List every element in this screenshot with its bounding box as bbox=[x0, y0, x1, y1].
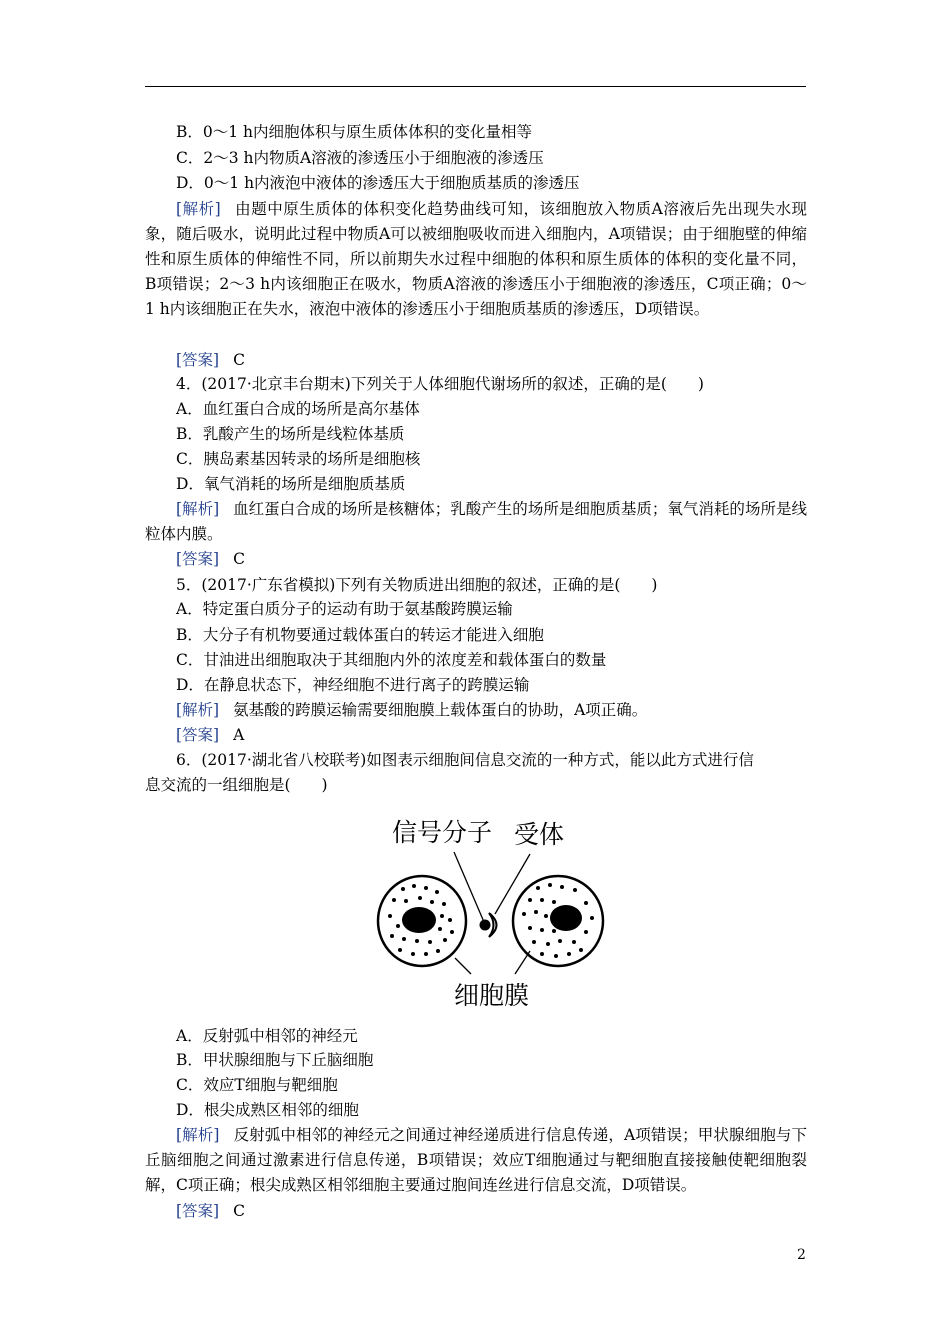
answer-value: C bbox=[233, 351, 245, 369]
q3-option-b: B．0～1 h内细胞体积与原生质体体积的变化量相等 bbox=[176, 123, 533, 141]
answer-tag: [答案] bbox=[176, 726, 220, 744]
analysis-tag: [解析] bbox=[176, 200, 221, 218]
q4-option-c: C．胰岛素基因转录的场所是细胞核 bbox=[176, 450, 421, 468]
q3-option-d: D．0～1 h内液泡中液体的渗透压大于细胞质基质的渗透压 bbox=[176, 174, 580, 192]
analysis-text: 血红蛋白合成的场所是核糖体；乳酸产生的场所是细胞质基质；氧气消耗的场所是线粒体内膜。 bbox=[145, 500, 807, 543]
analysis-text: 由题中原生质体的体积变化趋势曲线可知，该细胞放入物质A溶液后先出现失水现象，随后吸水，说明此过程中物质A可以被细胞吸收而进入细胞内，A项错误；由于细胞壁的伸缩性和原生质体的伸缩性不同，所以前期失水过程中细胞的体积和原生质体的体积的变化量不同，B项错误；2～3 h内该细胞正在吸水，物质A溶液的渗透压小于细胞液的渗透压，C项正确；0～1 h内该细胞正在失水，液泡中液体的渗透压小于细胞质基质的渗透压，D项错误。 bbox=[145, 200, 807, 318]
header-rule bbox=[145, 86, 806, 87]
right-cell-nucleus bbox=[550, 905, 582, 931]
signal-molecule bbox=[480, 920, 491, 931]
q3-answer bbox=[176, 350, 245, 370]
figure-label-signal: 信号分子 bbox=[392, 818, 493, 847]
figure-label-membrane: 细胞膜 bbox=[454, 981, 530, 1010]
q5-option-a: A．特定蛋白质分子的运动有助于氨基酸跨膜运输 bbox=[176, 600, 513, 618]
analysis-tag: [解析] bbox=[176, 1126, 220, 1144]
q3-analysis bbox=[145, 197, 807, 322]
answer-tag: [答案] bbox=[176, 550, 220, 568]
figure-label-receptor: 受体 bbox=[514, 820, 565, 849]
analysis-tag: [解析] bbox=[176, 701, 220, 719]
q6-stem-line1: 6．(2017·湖北省八校联考)如图表示细胞间信息交流的一种方式，能以此方式进行信 bbox=[176, 751, 754, 769]
q6-option-d: D．根尖成熟区相邻的细胞 bbox=[176, 1101, 359, 1119]
membrane-pointer-left bbox=[455, 958, 471, 974]
answer-tag: [答案] bbox=[176, 351, 220, 369]
q5-option-d: D．在静息状态下，神经细胞不进行离子的跨膜运输 bbox=[176, 676, 530, 694]
q4-answer bbox=[176, 549, 245, 569]
answer-value: A bbox=[233, 726, 245, 744]
q4-option-a: A．血红蛋白合成的场所是高尔基体 bbox=[176, 400, 420, 418]
q4-option-d: D．氧气消耗的场所是细胞质基质 bbox=[176, 475, 406, 493]
q5-answer bbox=[176, 725, 244, 745]
answer-value: C bbox=[233, 550, 245, 568]
q5-option-b: B．大分子有机物要通过载体蛋白的转运才能进入细胞 bbox=[176, 626, 544, 644]
q6-option-a: A．反射弧中相邻的神经元 bbox=[176, 1027, 358, 1045]
q6-analysis bbox=[145, 1123, 807, 1198]
receptor-pointer-line bbox=[495, 854, 530, 914]
q5-option-c: C．甘油进出细胞取决于其细胞内外的浓度差和载体蛋白的数量 bbox=[176, 651, 607, 669]
q6-stem-line2: 息交流的一组细胞是( ) bbox=[145, 776, 328, 794]
answer-value: C bbox=[233, 1202, 245, 1220]
page-number: 2 bbox=[797, 1247, 806, 1263]
analysis-text: 反射弧中相邻的神经元之间通过神经递质进行信息传递，A项错误；甲状腺细胞与下丘脑细胞之间通过激素进行信息传递，B项错误；效应T细胞通过与靶细胞直接接触使靶细胞裂解，C项正确；根尖成熟区相邻细胞主要通过胞间连丝进行信息交流，D项错误。 bbox=[145, 1126, 807, 1194]
answer-tag: [答案] bbox=[176, 1202, 220, 1220]
q6-option-b: B．甲状腺细胞与下丘脑细胞 bbox=[176, 1051, 374, 1069]
q6-answer bbox=[176, 1201, 245, 1221]
q3-option-c: C．2～3 h内物质A溶液的渗透压小于细胞液的渗透压 bbox=[176, 149, 544, 167]
q5-analysis bbox=[176, 700, 647, 720]
analysis-text: 氨基酸的跨膜运输需要细胞膜上载体蛋白的协助，A项正确。 bbox=[233, 701, 648, 719]
analysis-tag: [解析] bbox=[176, 500, 220, 518]
signal-pointer-line bbox=[454, 852, 484, 922]
q4-option-b: B．乳酸产生的场所是线粒体基质 bbox=[176, 425, 405, 443]
q5-stem: 5．(2017·广东省模拟)下列有关物质进出细胞的叙述，正确的是( ) bbox=[176, 576, 658, 594]
left-cell-nucleus bbox=[402, 907, 436, 933]
q6-option-c: C．效应T细胞与靶细胞 bbox=[176, 1076, 338, 1094]
q4-analysis bbox=[145, 497, 807, 547]
q4-stem: 4．(2017·北京丰台期末)下列关于人体细胞代谢场所的叙述，正确的是( ) bbox=[176, 375, 704, 393]
cell-signaling-figure bbox=[370, 808, 610, 1014]
